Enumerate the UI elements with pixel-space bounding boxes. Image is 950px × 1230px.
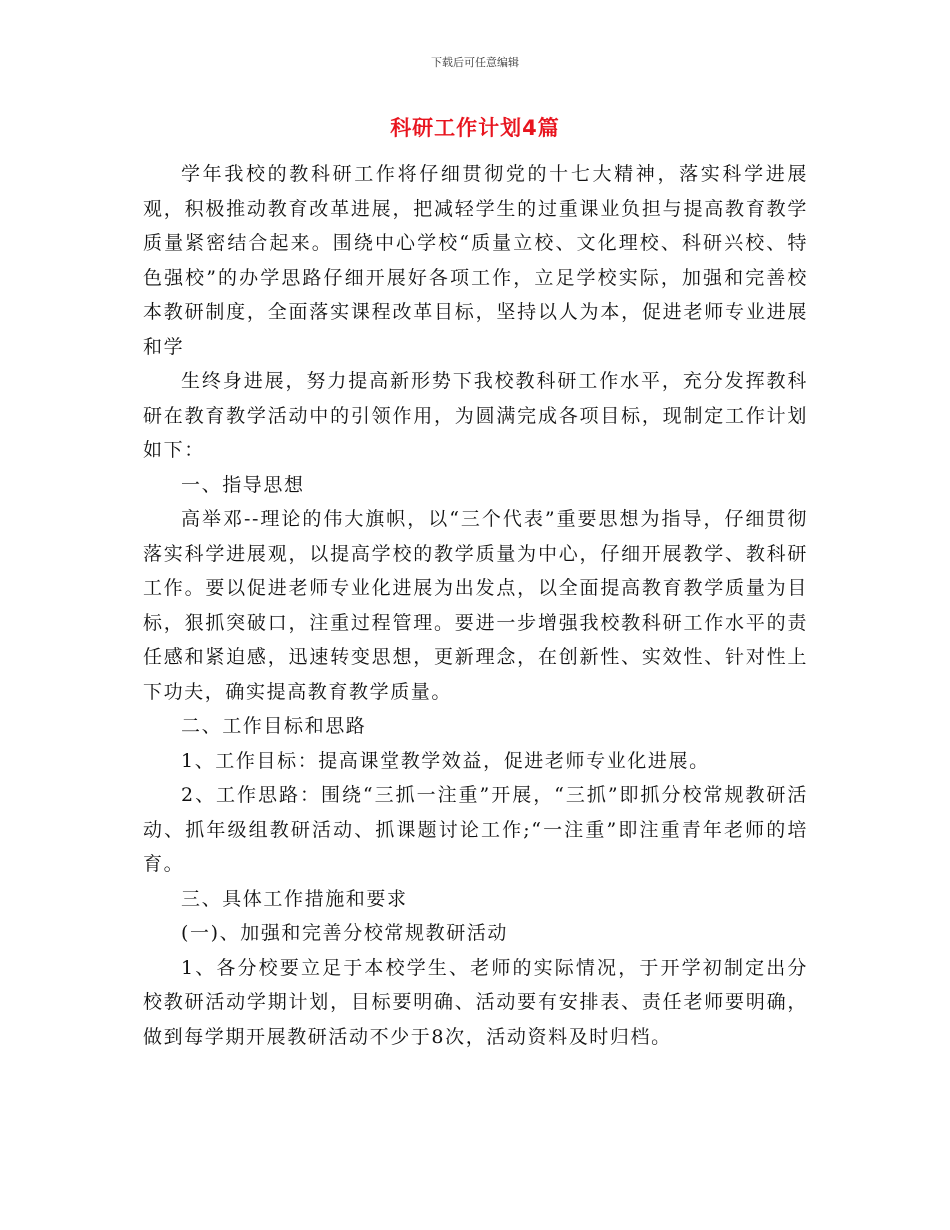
paragraph: 1、各分校要立足于本校学生、老师的实际情况，于开学初制定出分校教研活动学期计划，目标要明确、活动要有安排表、责任老师要明确，做到每学期开展教研活动不少于8次，活动资料及时归档。 (143, 956, 808, 1048)
paragraph: 1、工作目标：提高课堂教学效益，促进老师专业化进展。 (181, 749, 710, 772)
paragraph: 2、工作思路：围绕“三抓一注重”开展，“三抓”即抓分校常规教研活动、抓年级组教研活动、抓课题讨论工作;“一注重”即注重青年老师的培育。 (143, 784, 808, 875)
document-title: 科研工作计划4篇 (390, 116, 560, 140)
header-note: 下载后可任意编辑 (431, 56, 519, 69)
document-body (143, 157, 808, 1054)
paragraph: 生终身进展，努力提高新形势下我校教科研工作水平，充分发挥教科研在教育教学活动中的引领作用，为圆满完成各项目标，现制定工作计划如下： (143, 370, 808, 461)
section-heading: 三、具体工作措施和要求 (181, 887, 408, 910)
section-heading: 一、指导思想 (181, 473, 305, 496)
section-heading: 二、工作目标和思路 (181, 715, 367, 737)
paragraph: 学年我校的教科研工作将仔细贯彻党的十七大精神，落实科学进展观，积极推动教育改革进展，把减轻学生的过重课业负担与提高教育教学质量紧密结合起来。围绕中心学校“质量立校、文化理校、科研兴校、特色强校”的办学思路仔细开展好各项工作，立足学校实际，加强和完善校本教研制度，全面落实课程改革目标，坚持以人为本，促进老师专业进展和学 (143, 163, 808, 358)
subsection-heading: (一)、加强和完善分校常规教研活动 (181, 922, 509, 944)
paragraph: 高举邓--理论的伟大旗帜，以“三个代表”重要思想为指导，仔细贯彻落实科学进展观，以提高学校的教学质量为中心，仔细开展教学、教科研工作。要以促进老师专业化进展为出发点，以全面提高教育教学质量为目标，狠抓突破口，注重过程管理。要进一步增强我校教科研工作水平的责任感和紧迫感，迅速转变思想，更新理念，在创新性、实效性、针对性上下功夫，确实提高教育教学质量。 (143, 508, 808, 703)
